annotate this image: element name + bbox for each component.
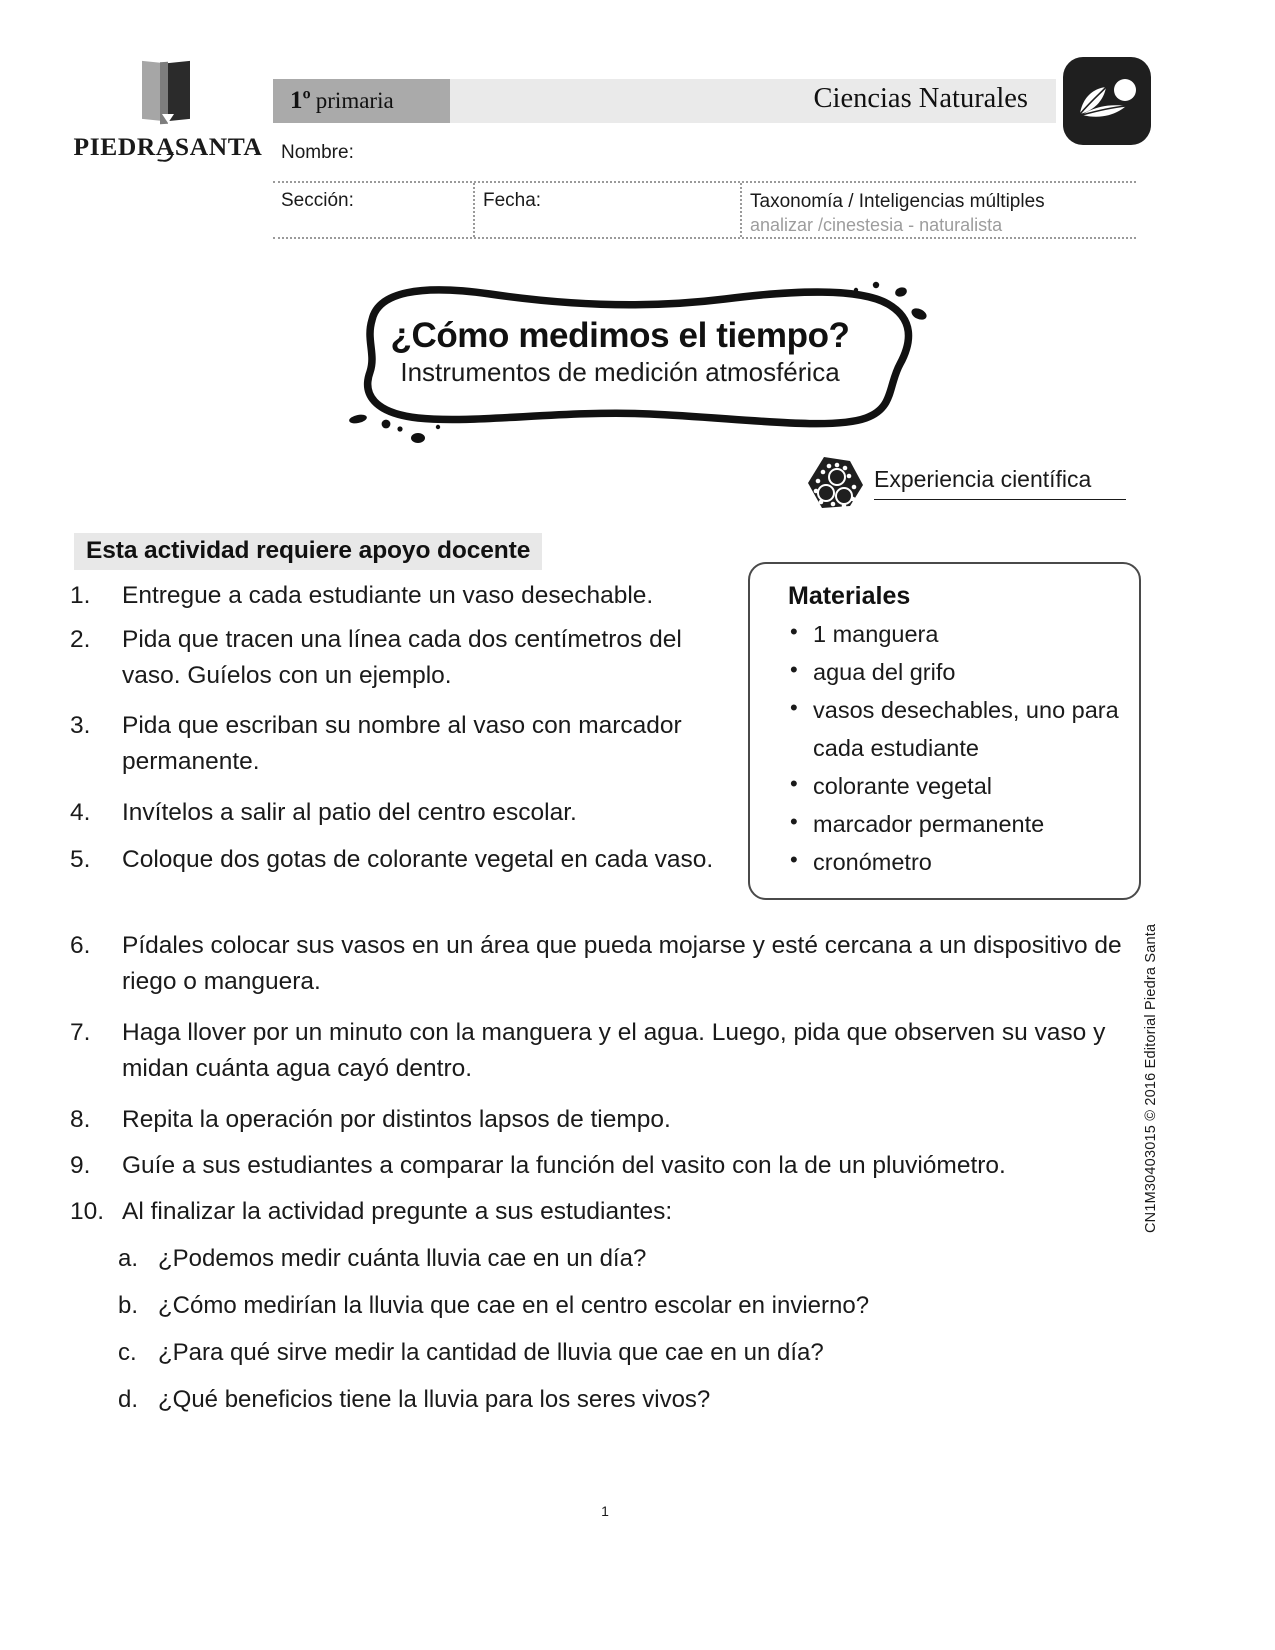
substep-number: c. bbox=[118, 1339, 137, 1366]
taxonomy-cell bbox=[740, 183, 1136, 237]
list-item: • cronómetro bbox=[788, 843, 1121, 881]
substep-item bbox=[118, 1382, 1118, 1417]
page-header bbox=[0, 0, 1275, 260]
publisher-logo bbox=[68, 62, 268, 162]
leaf-icon bbox=[1076, 74, 1138, 128]
materials-box bbox=[748, 562, 1141, 900]
step-item bbox=[70, 1194, 1140, 1230]
seccion-label: Sección: bbox=[281, 190, 354, 211]
step-text: Pídales colocar sus vasos en un área que pueda mojarse y esté cercana a un dispositivo de riego o manguera. bbox=[122, 932, 1122, 995]
list-item: • 1 manguera bbox=[788, 615, 1121, 653]
publisher-name bbox=[68, 132, 268, 162]
page-subtitle: Instrumentos de medición atmosférica bbox=[400, 357, 840, 388]
substep-number: b. bbox=[118, 1292, 139, 1319]
publisher-name-post: SANTA bbox=[174, 132, 263, 161]
substep-number: d. bbox=[118, 1386, 139, 1413]
step-number: 5. bbox=[70, 846, 91, 873]
molecule-icon bbox=[806, 455, 864, 510]
substep-text: ¿Para qué sirve medir la cantidad de lluvia que cae en un día? bbox=[158, 1339, 824, 1366]
step-item bbox=[70, 1102, 1140, 1138]
substep-text: ¿Qué beneficios tiene la lluvia para los seres vivos? bbox=[158, 1386, 711, 1413]
step-number: 4. bbox=[70, 799, 91, 826]
step-text: Entregue a cada estudiante un vaso desechable. bbox=[122, 582, 654, 609]
substep-item bbox=[118, 1288, 1118, 1323]
list-item: • vasos desechables, uno para cada estudiante bbox=[788, 691, 1121, 767]
page-number: 1 bbox=[601, 1503, 609, 1519]
step-text: Pida que tracen una línea cada dos centímetros del vaso. Guíelos con un ejemplo. bbox=[122, 626, 682, 689]
substep-item bbox=[118, 1241, 1118, 1276]
substep-number: a. bbox=[118, 1245, 139, 1272]
step-item bbox=[70, 1148, 1145, 1184]
experiencia-label: Experiencia científica bbox=[874, 466, 1092, 492]
step-text: Guíe a sus estudiantes a comparar la función del vasito con la de un pluviómetro. bbox=[122, 1152, 1006, 1179]
substep-text: ¿Podemos medir cuánta lluvia cae en un día? bbox=[158, 1245, 647, 1272]
title-text-group bbox=[300, 316, 940, 388]
fecha-label: Fecha: bbox=[473, 183, 740, 237]
step-number: 3. bbox=[70, 712, 91, 739]
substep-text: ¿Cómo medirían la lluvia que cae en el centro escolar en invierno? bbox=[158, 1292, 870, 1319]
step-item bbox=[70, 928, 1140, 1000]
grade-number: 1º bbox=[290, 87, 311, 114]
step-number: 10. bbox=[70, 1198, 105, 1225]
open-book-icon bbox=[138, 62, 198, 124]
step-text: Repita la operación por distintos lapsos de tiempo. bbox=[122, 1106, 671, 1133]
subject-bar bbox=[273, 79, 1056, 123]
substep-item bbox=[118, 1335, 1118, 1370]
field-row-nombre bbox=[273, 135, 1136, 181]
step-number: 7. bbox=[70, 1019, 91, 1046]
experiencia-cientifica-badge bbox=[806, 455, 1126, 510]
step-number: 2. bbox=[70, 626, 91, 653]
leaf-badge bbox=[1063, 57, 1151, 145]
list-item: • agua del grifo bbox=[788, 653, 1121, 691]
nombre-label: Nombre: bbox=[281, 142, 354, 163]
student-fields bbox=[273, 135, 1136, 239]
field-row-lower bbox=[273, 183, 1136, 237]
step-number: 1. bbox=[70, 582, 91, 609]
step-item bbox=[70, 622, 720, 694]
step-item bbox=[70, 708, 720, 780]
subject-title: Ciencias Naturales bbox=[813, 83, 1028, 114]
materials-list bbox=[788, 615, 1121, 881]
support-heading: Esta actividad requiere apoyo docente bbox=[74, 533, 542, 570]
step-text: Pida que escriban su nombre al vaso con marcador permanente. bbox=[122, 712, 682, 775]
taxonomy-value: analizar /cinestesia - naturalista bbox=[750, 214, 1003, 235]
step-text: Haga llover por un minuto con la manguera y el agua. Luego, pida que observen su vaso y midan cuánta agua cayó dentro. bbox=[122, 1019, 1106, 1082]
step-text: Invítelos a salir al patio del centro escolar. bbox=[122, 799, 577, 826]
step-item bbox=[70, 578, 720, 614]
grade-label: primaria bbox=[315, 88, 394, 113]
taxonomy-label: Taxonomía / Inteligencias múltiples bbox=[750, 191, 1045, 212]
page-title: ¿Cómo medimos el tiempo? bbox=[390, 316, 850, 355]
title-banner bbox=[300, 268, 940, 443]
step-item bbox=[70, 795, 720, 831]
list-item: • marcador permanente bbox=[788, 805, 1121, 843]
step-text: Al finalizar la actividad pregunte a sus estudiantes: bbox=[122, 1198, 673, 1225]
step-text: Coloque dos gotas de colorante vegetal en cada vaso. bbox=[122, 846, 714, 873]
step-number: 6. bbox=[70, 932, 91, 959]
publisher-name-swash: A bbox=[155, 132, 175, 161]
experiencia-underline bbox=[874, 499, 1126, 500]
publisher-name-pre: PIEDR bbox=[73, 132, 156, 161]
step-item bbox=[70, 842, 730, 878]
step-item bbox=[70, 1015, 1145, 1087]
materials-title: Materiales bbox=[788, 582, 911, 610]
step-number: 9. bbox=[70, 1152, 91, 1179]
field-divider-bottom bbox=[273, 237, 1136, 239]
grade-chip bbox=[273, 79, 450, 123]
step-number: 8. bbox=[70, 1106, 91, 1133]
list-item: • colorante vegetal bbox=[788, 767, 1121, 805]
copyright-credit: CN1M30403015 © 2016 Editorial Piedra Santa bbox=[1143, 923, 1159, 1233]
